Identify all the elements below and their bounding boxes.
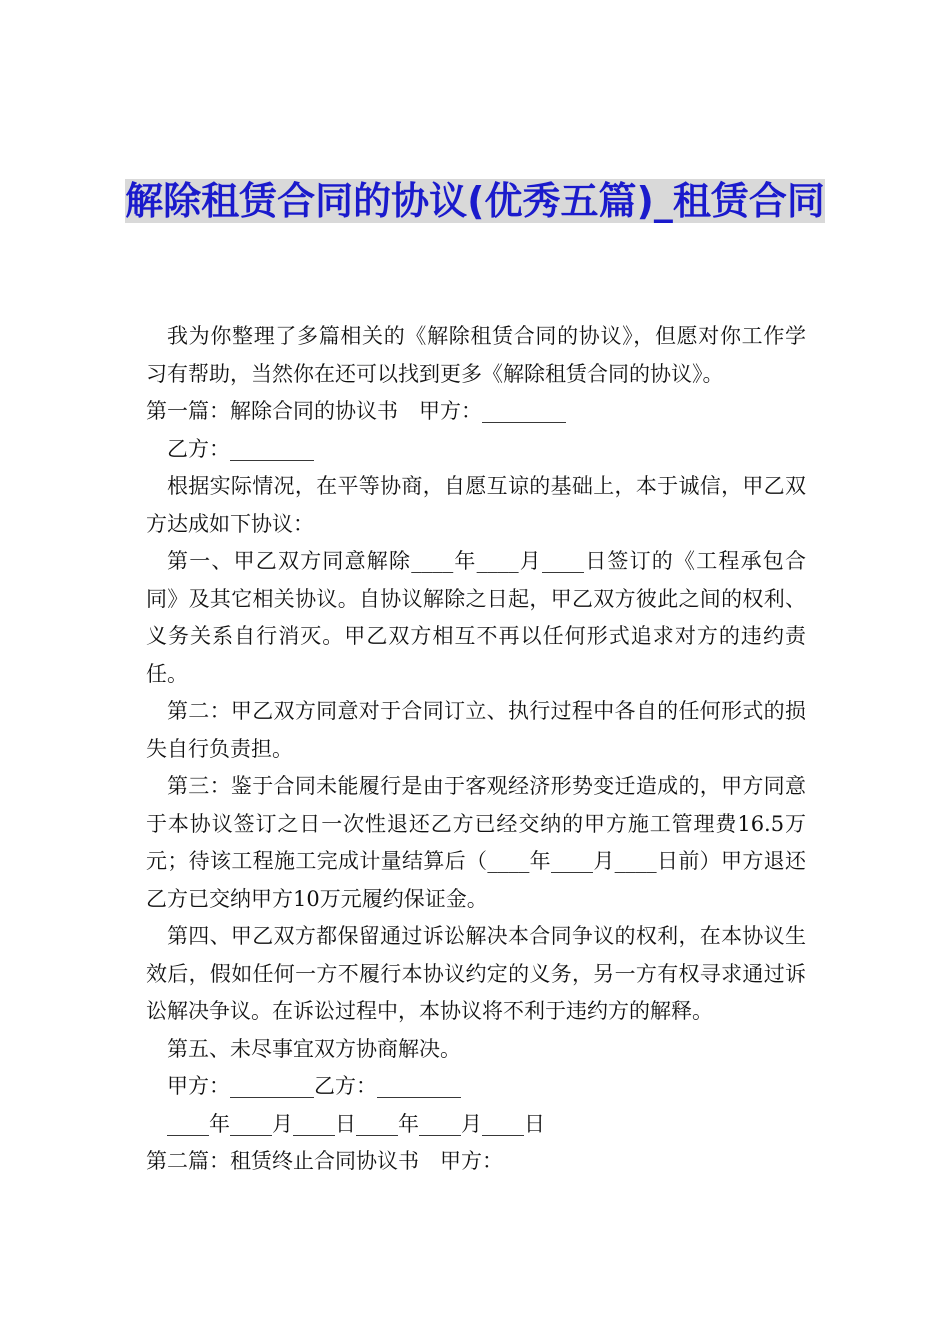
clause-5-paragraph: 第五、未尽事宜双方协商解决。 xyxy=(167,1036,461,1061)
title-text: 解除租赁合同的协议(优秀五篇)_租赁合同 xyxy=(125,179,825,223)
signature-line: 甲方：________乙方：________ xyxy=(167,1074,461,1098)
document-body xyxy=(146,318,806,1181)
date-line: ____年____月____日____年____月____日 xyxy=(167,1111,545,1136)
clause-1-paragraph: 第一、甲乙双方同意解除____年____月____日签订的《工程承包合同》及其它相关协议。自协议解除之日起，甲乙双方彼此之间的权利、义务关系自行消灭。甲乙双方相互不再以任何形式追求对方的违约责任。 xyxy=(146,549,806,686)
clause-2-paragraph: 第二：甲乙双方同意对于合同订立、执行过程中各自的任何形式的损失自行负责担。 xyxy=(146,699,806,761)
party-b-line: 乙方：________ xyxy=(167,436,314,461)
section-1-heading: 第一篇：解除合同的协议书 甲方：________ xyxy=(146,399,566,423)
clause-3-paragraph: 第三：鉴于合同未能履行是由于客观经济形势变迁造成的，甲方同意于本协议签订之日一次性退还乙方已经交纳的甲方施工管理费16.5万元；待该工程施工完成计量结算后（____年____月____日前）甲方退还乙方已交纳甲方10万元履约保证金。 xyxy=(146,774,806,911)
preamble-paragraph: 根据实际情况，在平等协商，自愿互谅的基础上，本于诚信，甲乙双方达成如下协议： xyxy=(146,474,806,536)
intro-paragraph: 我为你整理了多篇相关的《解除租赁合同的协议》，但愿对你工作学习有帮助，当然你在还可以找到更多《解除租赁合同的协议》。 xyxy=(146,324,806,386)
document-title xyxy=(120,176,830,226)
clause-4-paragraph: 第四、甲乙双方都保留通过诉讼解决本合同争议的权利，在本协议生效后，假如任何一方不履行本协议约定的义务，另一方有权寻求通过诉讼解决争议。在诉讼过程中，本协议将不利于违约方的解释。 xyxy=(146,924,806,1023)
section-2-heading: 第二篇：租赁终止合同协议书 甲方： xyxy=(146,1149,503,1173)
